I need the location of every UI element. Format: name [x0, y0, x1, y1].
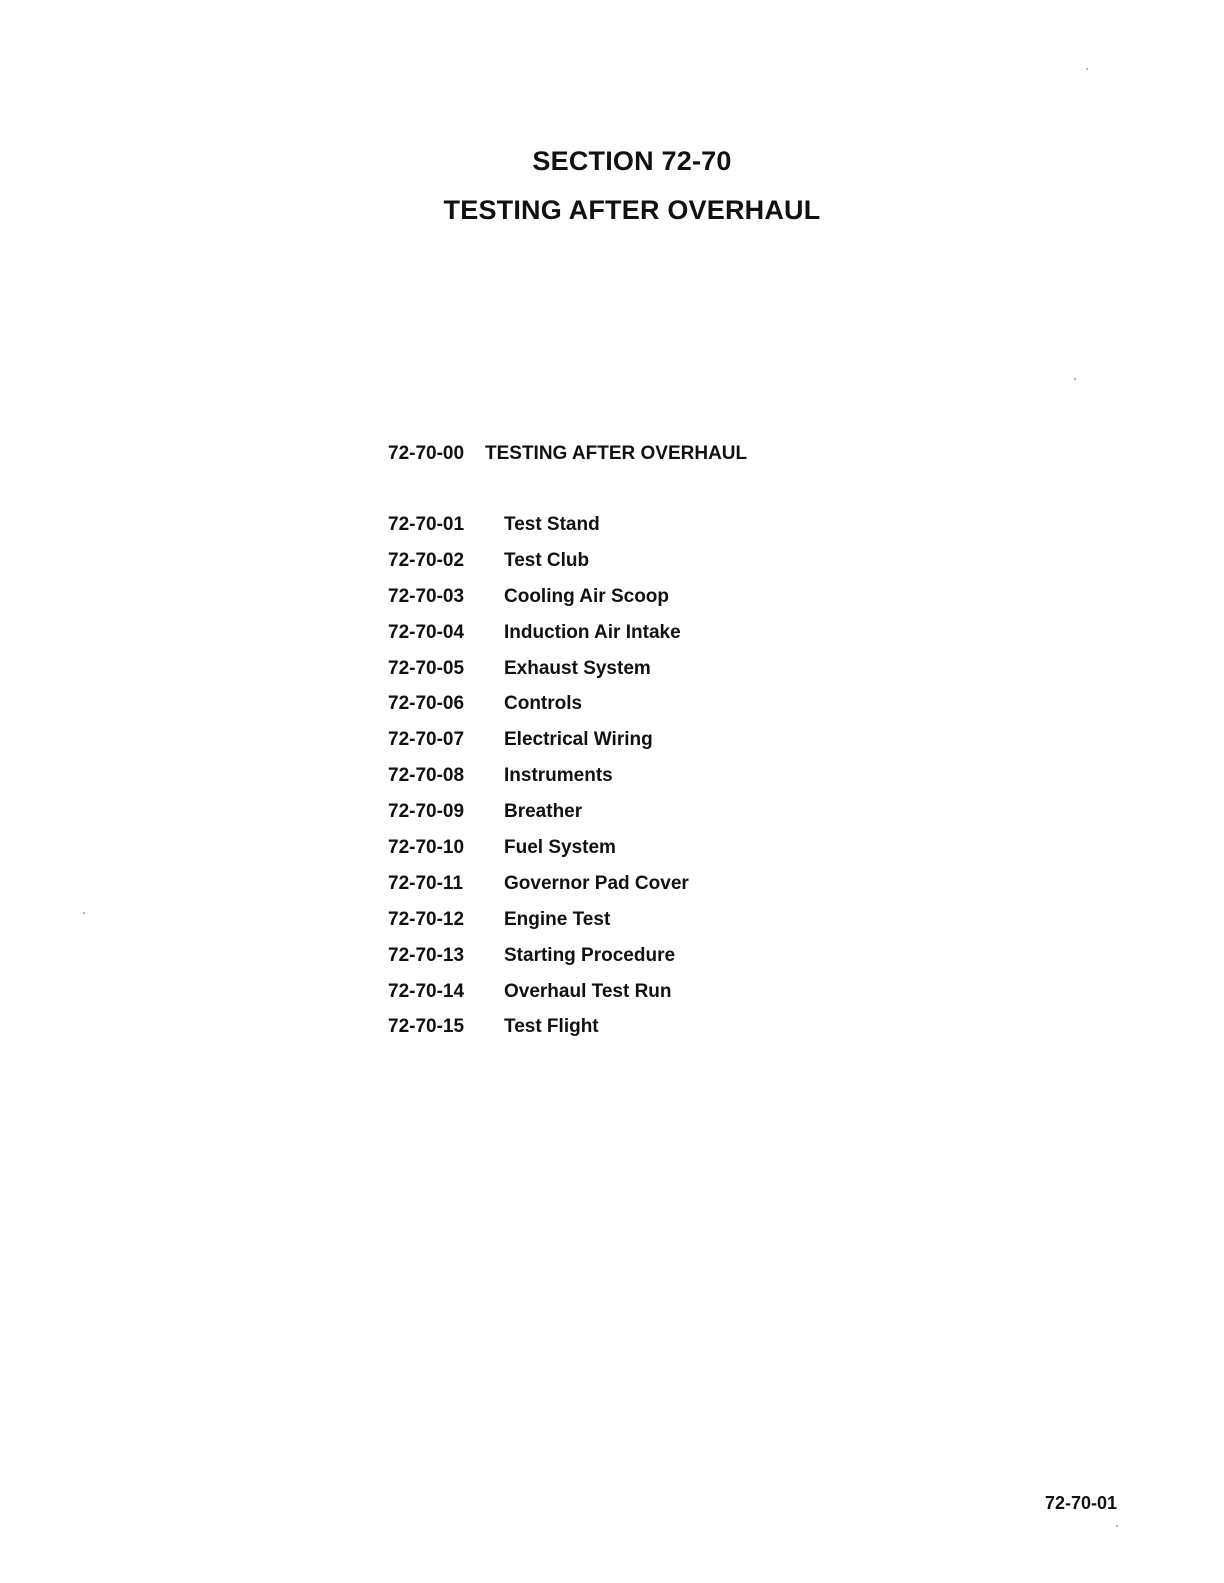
toc-item — [388, 1016, 689, 1052]
toc-item-label: Controls — [504, 693, 583, 715]
toc-main-label: TESTING AFTER OVERHAUL — [485, 443, 748, 464]
toc-item-label: Governor Pad Cover — [504, 872, 689, 894]
toc-item-code: 72-70-15 — [388, 1016, 465, 1038]
toc-item — [388, 586, 689, 622]
toc-item — [388, 550, 689, 586]
toc-item-label: Cooling Air Scoop — [504, 585, 670, 607]
toc-item-label: Instruments — [504, 765, 613, 787]
toc-item — [388, 801, 689, 837]
toc-item-label: Starting Procedure — [504, 944, 676, 966]
toc-main-code: 72-70-00 — [388, 443, 465, 464]
toc-item-code: 72-70-09 — [388, 801, 465, 823]
toc-item-label: Fuel System — [504, 837, 616, 859]
toc-item-label: Overhaul Test Run — [504, 980, 672, 1002]
toc-item-code: 72-70-08 — [388, 765, 465, 787]
toc-item — [388, 837, 689, 873]
toc-item — [388, 622, 689, 658]
toc-item — [388, 514, 689, 550]
toc-item-code: 72-70-04 — [388, 621, 465, 643]
toc-item — [388, 981, 689, 1017]
toc-item — [388, 765, 689, 801]
toc-list — [388, 514, 689, 1052]
toc-item-code: 72-70-11 — [388, 872, 464, 894]
section-title: TESTING AFTER OVERHAUL — [443, 195, 821, 225]
toc-item-code: 72-70-07 — [388, 729, 465, 751]
toc-item — [388, 909, 689, 945]
toc-item-code: 72-70-06 — [388, 693, 465, 715]
toc-item-label: Induction Air Intake — [504, 621, 681, 643]
toc-item — [388, 873, 689, 909]
toc-item-code: 72-70-13 — [388, 944, 465, 966]
scan-speck — [1086, 68, 1088, 70]
toc-item-code: 72-70-01 — [388, 514, 465, 535]
toc-item-code: 72-70-14 — [388, 980, 465, 1002]
toc-item — [388, 729, 689, 765]
toc-item-code: 72-70-10 — [388, 837, 465, 859]
toc-item-code: 72-70-05 — [388, 657, 465, 679]
toc-item-label: Test Flight — [504, 1016, 599, 1038]
toc-item — [388, 693, 689, 729]
scan-speck — [1116, 1525, 1118, 1527]
toc-item-code: 72-70-02 — [388, 549, 465, 571]
toc-item — [388, 945, 689, 981]
toc-item-label: Electrical Wiring — [504, 729, 653, 751]
toc-item-label: Engine Test — [504, 908, 611, 930]
scan-speck — [1074, 378, 1076, 380]
toc-item-label: Breather — [504, 801, 583, 823]
toc-main-entry — [388, 443, 747, 465]
toc-item-label: Exhaust System — [504, 657, 651, 679]
scan-speck — [83, 912, 85, 914]
page-number: 72-70-01 — [1044, 1493, 1117, 1513]
toc-item — [388, 658, 689, 694]
toc-item-code: 72-70-12 — [388, 908, 465, 930]
section-heading: SECTION 72-70 — [532, 146, 732, 176]
toc-item-label: Test Club — [504, 549, 590, 571]
toc-item-code: 72-70-03 — [388, 585, 465, 607]
toc-item-label: Test Stand — [504, 514, 600, 535]
